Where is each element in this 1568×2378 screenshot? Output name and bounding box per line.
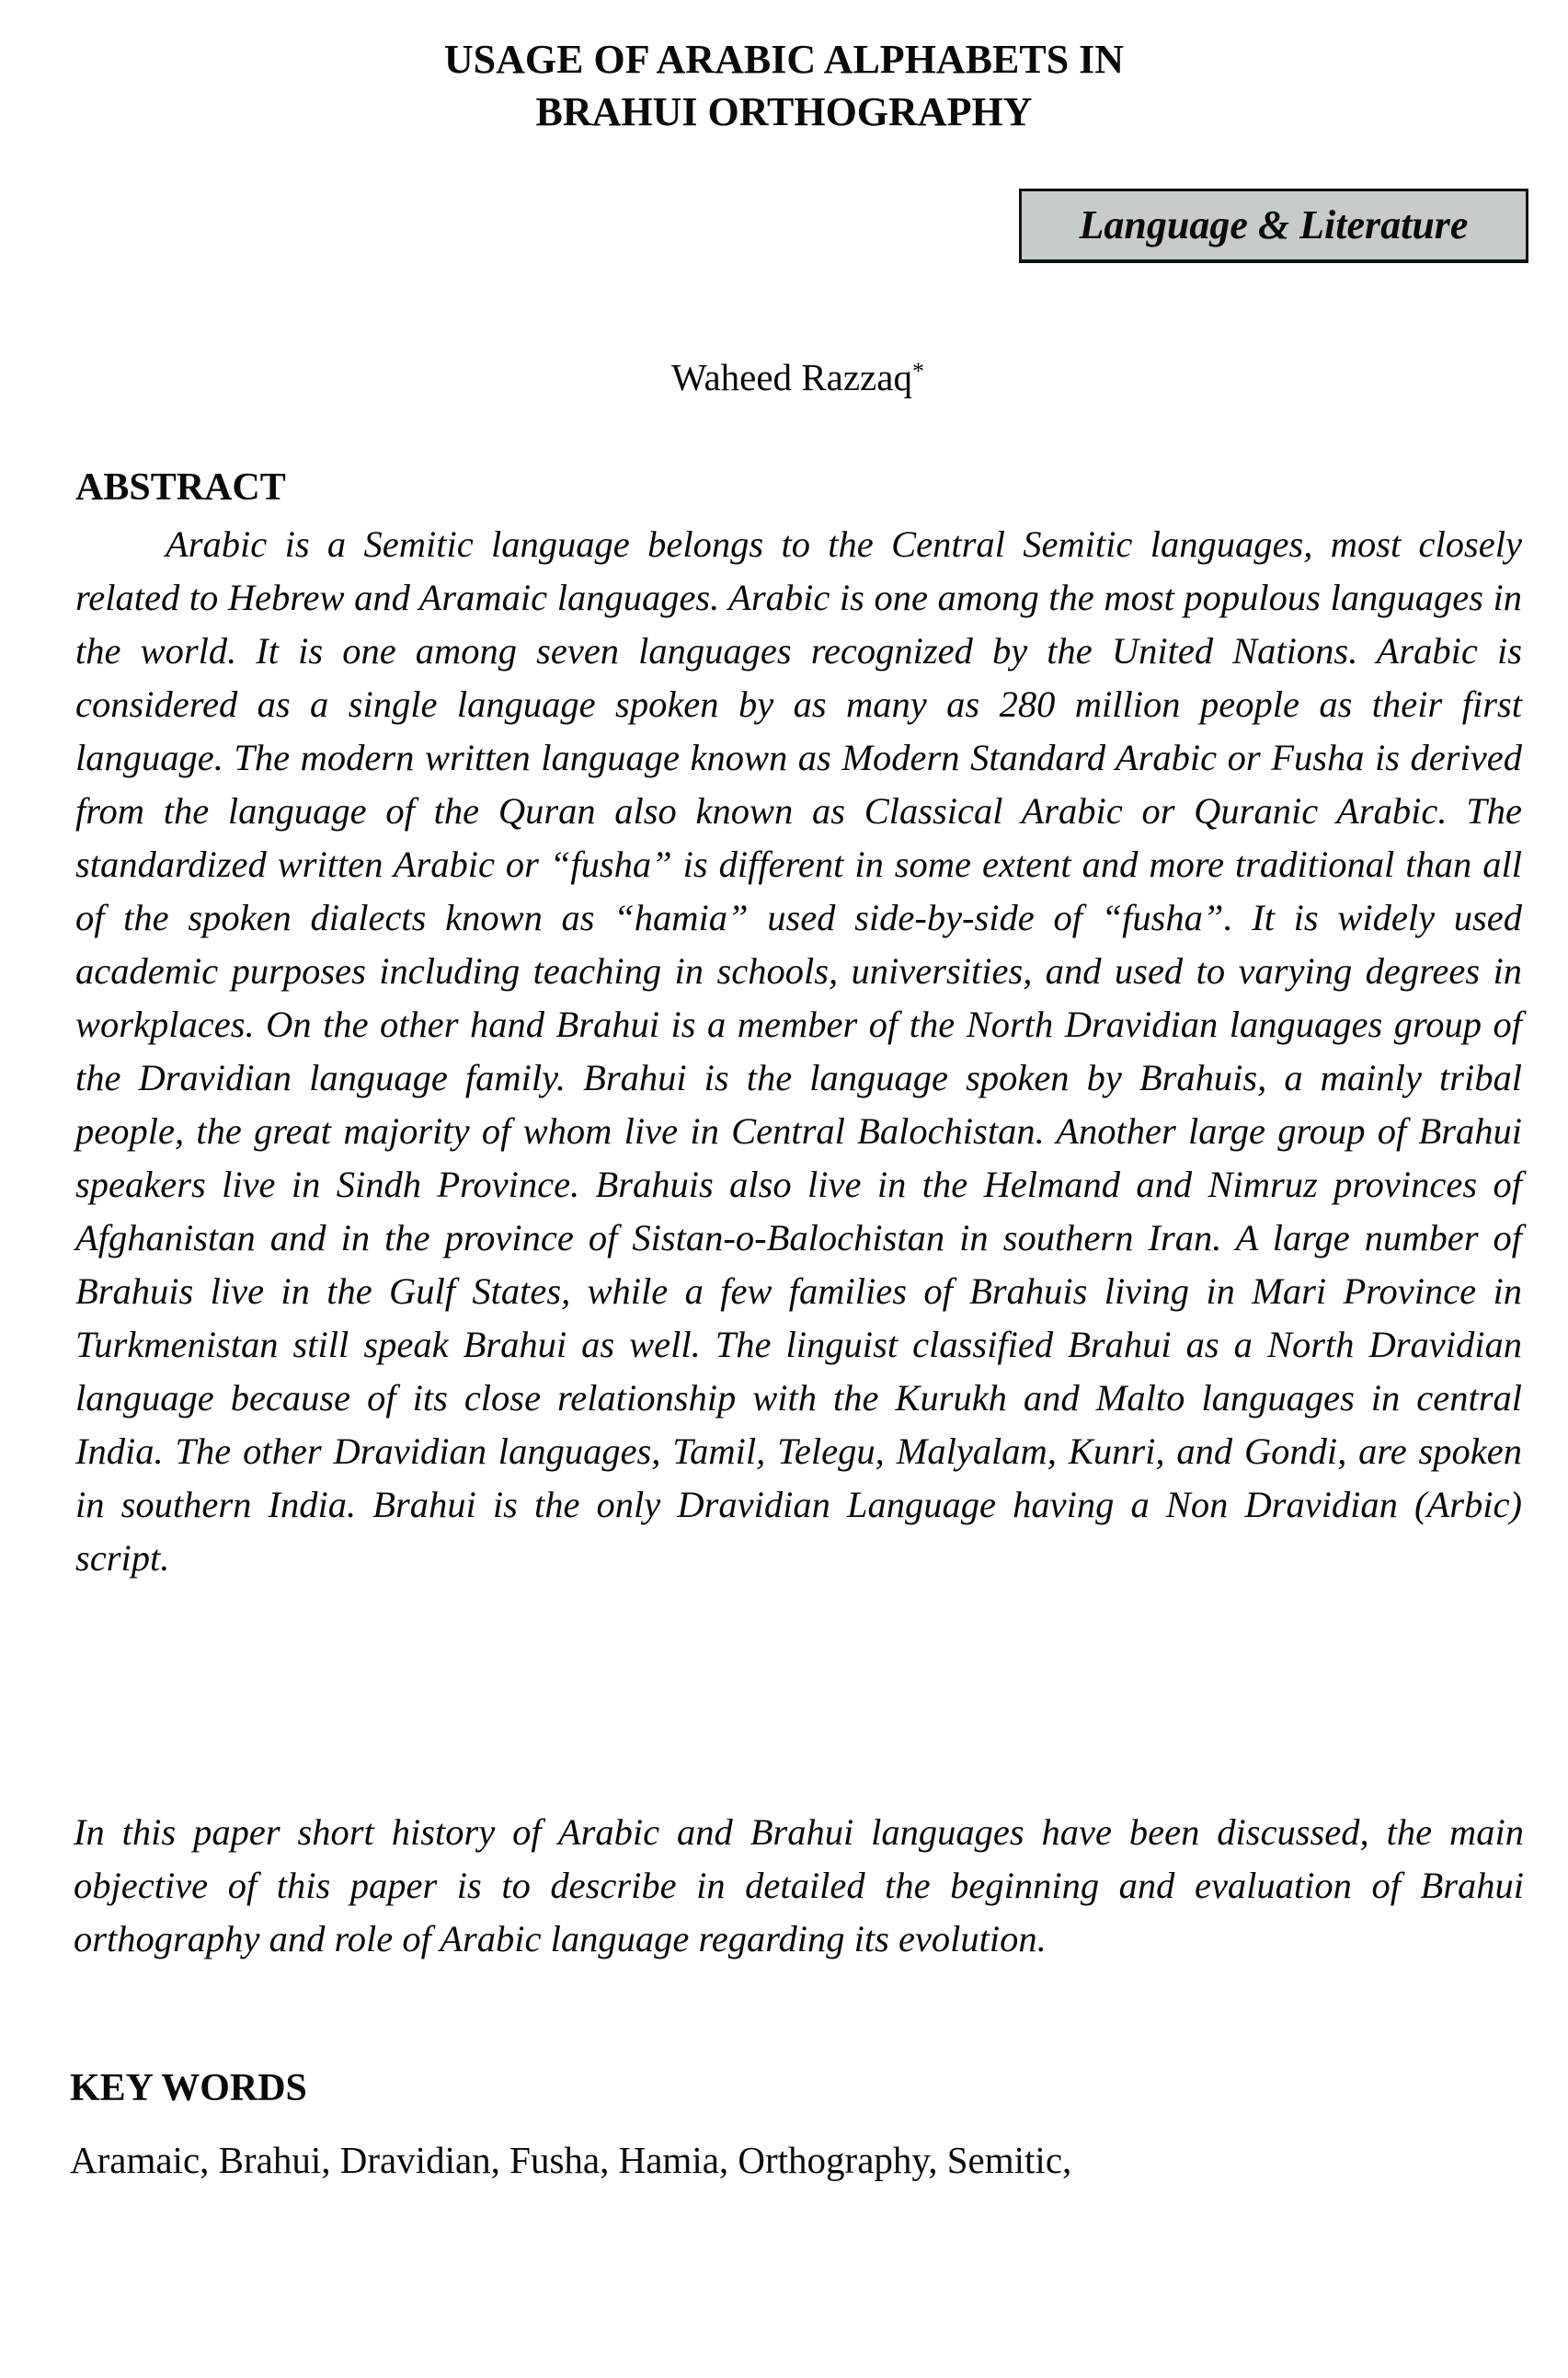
author-footnote-marker: * (911, 358, 924, 385)
title-line-2: BRAHUI ORTHOGRAPHY (535, 89, 1033, 134)
abstract-paragraph-1: Arabic is a Semitic language belongs to the Central Semitic languages, most closely related to Hebrew and Aramaic languages. Arabic is one among the most populous languages in the world. It is one among seven languages recognized by the United Nations. Arabic is considered as a single language spoken by as many as 280 million people as their first language. The modern written language known as Modern Standard Arabic or Fusha is derived from the language of the Quran also known as Classical Arabic or Quranic Arabic. The standardized written Arabic or “fusha” is different in some extent and more traditional than all of the spoken dialects known as “hamia” used side-by-side of “fusha”. It is widely used academic purposes including teaching in schools, universities, and used to varying degrees in workplaces. On the other hand Brahui is a member of the North Dravidian languages group of the Dravidian language family. Brahui is the language spoken by Brahuis, a mainly tribal people, the great majority of whom live in Central Balochistan. Another large group of Brahui speakers live in Sindh Province. Brahuis also live in the Helmand and Nimruz provinces of Afghanistan and in the province of Sistan-o-Balochistan in southern Iran. A large number of Brahuis live in the Gulf States, while a few families of Brahuis living in Mari Province in Turkmenistan still speak Brahui as well. The linguist classified Brahui as a North Dravidian language because of its close relationship with the Kurukh and Malto languages in central India. The other Dravidian languages, Tamil, Telegu, Malyalam, Kunri, and Gondi, are spoken in southern India. Brahui is the only Dravidian Language having a Non Dravidian (Arbic) script. (75, 523, 1522, 1579)
category-label: Language & Literature (1079, 202, 1469, 247)
keywords-list: Aramaic, Brahui, Dravidian, Fusha, Hamia, Orthography, Semitic, (70, 2139, 1072, 2181)
author-byline (0, 350, 1568, 405)
abstract-paragraph-2: In this paper short history of Arabic and Brahui languages have been discussed, the main objective of this paper is to describe in detailed the beginning and evaluation of Brahui orthography and role of Arabic language regarding its evolution. (74, 1811, 1524, 1959)
category-label-box (1019, 189, 1528, 263)
author-name: Waheed Razzaq (671, 356, 912, 398)
title-line-1: USAGE OF ARABIC ALPHABETS IN (443, 37, 1125, 82)
paper-title (0, 33, 1568, 138)
abstract-heading: ABSTRACT (75, 466, 286, 509)
keywords-heading: KEY WORDS (70, 2067, 307, 2109)
